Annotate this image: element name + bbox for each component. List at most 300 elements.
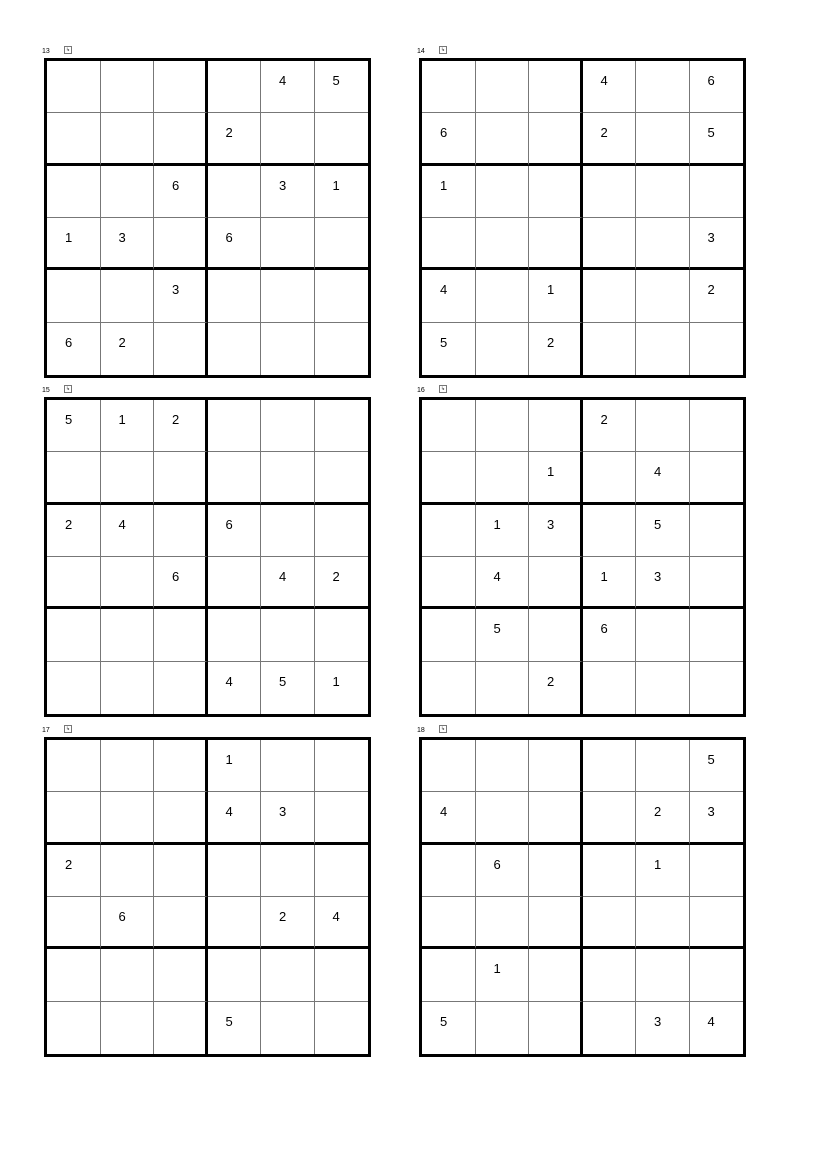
grid-cell — [47, 949, 101, 1001]
cell-digit: 4 — [279, 568, 287, 584]
cell-digit: 3 — [654, 568, 662, 584]
grid-cell — [261, 740, 315, 792]
grid-cell — [154, 662, 208, 714]
cell-digit: 2 — [600, 412, 608, 427]
grid-cell — [154, 400, 208, 452]
grid-cell — [529, 61, 583, 113]
puzzle-number: 16 — [417, 387, 425, 394]
cell-digit: 1 — [440, 177, 448, 193]
grid-cell — [101, 166, 155, 218]
grid-cell — [101, 505, 155, 557]
grid-cell — [529, 949, 583, 1001]
cell-digit: 4 — [332, 908, 340, 924]
cell-digit: 5 — [493, 621, 501, 637]
grid-cell — [47, 557, 101, 609]
grid-cell — [101, 662, 155, 714]
cell-digit: 4 — [707, 1013, 715, 1029]
cell-digit: 1 — [654, 856, 662, 872]
cell-digit: 3 — [118, 229, 126, 245]
grid-cell — [47, 323, 101, 375]
cell-digit: 5 — [707, 125, 715, 141]
grid-cell — [101, 609, 155, 661]
grid-cell — [529, 845, 583, 897]
cell-digit: 6 — [172, 568, 180, 584]
grid-cell — [476, 1002, 530, 1054]
grid-cell — [636, 61, 690, 113]
grid-cell — [47, 662, 101, 714]
grid-cell — [208, 609, 262, 661]
cell-digit: 6 — [172, 177, 180, 193]
grid-cell — [583, 792, 637, 844]
puzzle-number: 17 — [42, 727, 50, 734]
grid-cell — [583, 609, 637, 661]
grid-cell — [315, 949, 369, 1001]
grid-cell — [583, 61, 637, 113]
grid-cell — [636, 845, 690, 897]
grid-cell — [154, 61, 208, 113]
grid-cell — [476, 897, 530, 949]
sudoku-grid — [419, 58, 746, 378]
anchor-icon: ↳ — [65, 47, 71, 53]
cell-digit: 3 — [654, 1013, 662, 1029]
grid-cell — [690, 218, 744, 270]
grid-cell — [154, 166, 208, 218]
cell-digit: 2 — [65, 856, 73, 872]
grid-cell — [47, 740, 101, 792]
grid-cell — [476, 949, 530, 1001]
grid-cell — [101, 897, 155, 949]
grid-cell — [636, 792, 690, 844]
grid-cell — [261, 1002, 315, 1054]
sudoku-grid — [419, 737, 746, 1057]
grid-cell — [261, 557, 315, 609]
grid-cell — [583, 897, 637, 949]
grid-cell — [315, 1002, 369, 1054]
cell-digit: 2 — [225, 125, 233, 141]
grid-cell — [636, 400, 690, 452]
grid-cell — [690, 897, 744, 949]
cell-digit: 2 — [65, 516, 73, 532]
grid-cell — [422, 505, 476, 557]
grid-cell — [315, 61, 369, 113]
grid-cell — [101, 949, 155, 1001]
grid-cell — [690, 845, 744, 897]
grid-cell — [529, 218, 583, 270]
grid-cell — [529, 609, 583, 661]
cell-digit: 1 — [332, 177, 340, 193]
sudoku-puzzle-18 — [417, 726, 746, 1057]
cell-digit: 3 — [707, 229, 715, 245]
cell-digit: 4 — [118, 516, 126, 532]
grid-cell — [261, 452, 315, 504]
cell-digit: 3 — [707, 804, 715, 820]
grid-cell — [154, 452, 208, 504]
grid-cell — [583, 218, 637, 270]
cell-digit: 6 — [65, 334, 73, 350]
grid-cell — [261, 166, 315, 218]
grid-cell — [690, 61, 744, 113]
grid-cell — [154, 609, 208, 661]
grid-cell — [690, 113, 744, 165]
grid-cell — [315, 792, 369, 844]
grid-cell — [422, 400, 476, 452]
grid-cell — [154, 505, 208, 557]
grid-cell — [47, 270, 101, 322]
grid-cell — [690, 270, 744, 322]
cell-digit: 4 — [225, 673, 233, 689]
grid-cell — [47, 166, 101, 218]
grid-cell — [476, 505, 530, 557]
cell-digit: 5 — [654, 516, 662, 532]
grid-cell — [315, 218, 369, 270]
cell-digit: 6 — [440, 125, 448, 141]
grid-cell — [422, 1002, 476, 1054]
grid-cell — [47, 452, 101, 504]
grid-cell — [422, 61, 476, 113]
grid-cell — [422, 452, 476, 504]
grid-cell — [154, 845, 208, 897]
grid-cell — [154, 897, 208, 949]
cell-digit: 2 — [600, 125, 608, 141]
anchor-icon: ↳ — [440, 386, 446, 392]
grid-cell — [47, 400, 101, 452]
grid-cell — [47, 218, 101, 270]
grid-cell — [476, 845, 530, 897]
sudoku-puzzle-16 — [417, 386, 746, 717]
cell-digit: 1 — [332, 673, 340, 689]
grid-cell — [529, 792, 583, 844]
grid-cell — [101, 1002, 155, 1054]
cell-digit: 2 — [654, 804, 662, 820]
cell-digit: 1 — [493, 516, 501, 532]
grid-cell — [476, 270, 530, 322]
grid-cell — [315, 740, 369, 792]
cell-digit: 1 — [600, 568, 608, 584]
grid-cell — [101, 740, 155, 792]
grid-cell — [636, 323, 690, 375]
grid-cell — [636, 662, 690, 714]
grid-cell — [154, 113, 208, 165]
grid-cell — [208, 845, 262, 897]
grid-cell — [636, 609, 690, 661]
grid-cell — [529, 452, 583, 504]
cell-digit: 5 — [707, 752, 715, 767]
cell-digit: 6 — [118, 908, 126, 924]
grid-cell — [261, 113, 315, 165]
grid-cell — [208, 949, 262, 1001]
grid-cell — [315, 400, 369, 452]
grid-cell — [208, 113, 262, 165]
grid-cell — [583, 662, 637, 714]
sudoku-puzzle-13 — [42, 47, 371, 378]
grid-cell — [154, 949, 208, 1001]
grid-cell — [529, 400, 583, 452]
grid-cell — [476, 166, 530, 218]
grid-cell — [208, 662, 262, 714]
cell-digit: 3 — [279, 177, 287, 193]
cell-digit: 3 — [279, 804, 287, 820]
grid-cell — [101, 792, 155, 844]
grid-cell — [476, 61, 530, 113]
grid-cell — [47, 792, 101, 844]
grid-cell — [422, 740, 476, 792]
cell-digit: 2 — [118, 334, 126, 350]
grid-cell — [101, 113, 155, 165]
cell-digit: 4 — [440, 282, 448, 298]
cell-digit: 6 — [225, 229, 233, 245]
grid-cell — [529, 505, 583, 557]
cell-digit: 3 — [172, 282, 180, 298]
grid-cell — [261, 662, 315, 714]
cell-digit: 5 — [225, 1013, 233, 1029]
grid-cell — [583, 1002, 637, 1054]
cell-digit: 4 — [225, 804, 233, 820]
puzzle-number: 13 — [42, 48, 50, 55]
cell-digit: 1 — [493, 961, 501, 977]
cell-digit: 2 — [547, 334, 555, 350]
grid-cell — [208, 740, 262, 792]
grid-cell — [583, 505, 637, 557]
grid-cell — [101, 323, 155, 375]
grid-cell — [154, 218, 208, 270]
cell-digit: 6 — [600, 621, 608, 637]
grid-cell — [636, 740, 690, 792]
grid-cell — [476, 113, 530, 165]
grid-cell — [315, 897, 369, 949]
grid-cell — [476, 662, 530, 714]
grid-cell — [261, 400, 315, 452]
puzzle-number: 18 — [417, 727, 425, 734]
cell-digit: 6 — [493, 856, 501, 872]
grid-cell — [422, 897, 476, 949]
grid-cell — [422, 113, 476, 165]
grid-cell — [422, 323, 476, 375]
grid-cell — [208, 166, 262, 218]
cell-digit: 1 — [547, 464, 555, 480]
grid-cell — [636, 897, 690, 949]
grid-cell — [47, 897, 101, 949]
cell-digit: 1 — [65, 229, 73, 245]
grid-cell — [636, 505, 690, 557]
grid-cell — [208, 400, 262, 452]
grid-cell — [583, 323, 637, 375]
grid-cell — [208, 505, 262, 557]
grid-cell — [315, 505, 369, 557]
grid-cell — [101, 270, 155, 322]
cell-digit: 4 — [654, 464, 662, 480]
grid-cell — [690, 792, 744, 844]
grid-cell — [422, 166, 476, 218]
grid-cell — [154, 557, 208, 609]
anchor-icon: ↳ — [65, 726, 71, 732]
grid-cell — [476, 609, 530, 661]
grid-cell — [47, 61, 101, 113]
grid-cell — [315, 557, 369, 609]
cell-digit: 5 — [440, 1013, 448, 1029]
cell-digit: 6 — [707, 73, 715, 88]
grid-cell — [261, 61, 315, 113]
grid-cell — [261, 949, 315, 1001]
cell-digit: 5 — [279, 673, 287, 689]
grid-cell — [154, 792, 208, 844]
anchor-icon: ↳ — [65, 386, 71, 392]
grid-cell — [529, 166, 583, 218]
cell-digit: 6 — [225, 516, 233, 532]
grid-cell — [476, 218, 530, 270]
grid-cell — [154, 323, 208, 375]
grid-cell — [101, 400, 155, 452]
grid-cell — [261, 609, 315, 661]
cell-digit: 1 — [225, 752, 233, 767]
cell-digit: 2 — [707, 282, 715, 298]
grid-cell — [529, 270, 583, 322]
grid-cell — [101, 218, 155, 270]
grid-cell — [529, 740, 583, 792]
sudoku-puzzle-14 — [417, 47, 746, 378]
cell-digit: 1 — [118, 412, 126, 427]
grid-cell — [636, 270, 690, 322]
sudoku-grid — [44, 58, 371, 378]
grid-cell — [476, 323, 530, 375]
cell-digit: 2 — [547, 673, 555, 689]
grid-cell — [690, 166, 744, 218]
grid-cell — [690, 662, 744, 714]
cell-digit: 5 — [332, 73, 340, 88]
grid-cell — [690, 505, 744, 557]
grid-cell — [208, 557, 262, 609]
cell-digit: 2 — [332, 568, 340, 584]
grid-cell — [208, 323, 262, 375]
grid-cell — [315, 662, 369, 714]
grid-cell — [529, 662, 583, 714]
cell-digit: 1 — [547, 282, 555, 298]
grid-cell — [208, 218, 262, 270]
grid-cell — [476, 452, 530, 504]
grid-cell — [261, 218, 315, 270]
cell-digit: 4 — [279, 73, 287, 88]
grid-cell — [101, 61, 155, 113]
grid-cell — [261, 323, 315, 375]
grid-cell — [529, 323, 583, 375]
grid-cell — [690, 609, 744, 661]
grid-cell — [154, 740, 208, 792]
grid-cell — [583, 949, 637, 1001]
grid-cell — [636, 218, 690, 270]
grid-cell — [690, 949, 744, 1001]
grid-cell — [476, 400, 530, 452]
grid-cell — [583, 845, 637, 897]
sudoku-puzzle-17 — [42, 726, 371, 1057]
grid-cell — [690, 1002, 744, 1054]
grid-cell — [422, 792, 476, 844]
grid-cell — [208, 452, 262, 504]
cell-digit: 3 — [547, 516, 555, 532]
grid-cell — [261, 792, 315, 844]
grid-cell — [47, 609, 101, 661]
grid-cell — [208, 792, 262, 844]
grid-cell — [47, 845, 101, 897]
grid-cell — [47, 113, 101, 165]
grid-cell — [529, 1002, 583, 1054]
cell-digit: 5 — [440, 334, 448, 350]
grid-cell — [154, 270, 208, 322]
grid-cell — [315, 166, 369, 218]
grid-cell — [690, 557, 744, 609]
grid-cell — [315, 845, 369, 897]
grid-cell — [422, 270, 476, 322]
grid-cell — [422, 949, 476, 1001]
grid-cell — [101, 557, 155, 609]
grid-cell — [583, 452, 637, 504]
grid-cell — [583, 270, 637, 322]
sudoku-grid — [419, 397, 746, 717]
grid-cell — [583, 166, 637, 218]
grid-cell — [422, 609, 476, 661]
anchor-icon: ↳ — [440, 726, 446, 732]
grid-cell — [208, 897, 262, 949]
puzzle-number: 15 — [42, 387, 50, 394]
cell-digit: 2 — [172, 412, 180, 427]
grid-cell — [636, 1002, 690, 1054]
grid-cell — [101, 452, 155, 504]
grid-cell — [690, 323, 744, 375]
grid-cell — [422, 557, 476, 609]
grid-cell — [583, 740, 637, 792]
cell-digit: 4 — [440, 804, 448, 820]
sudoku-grid — [44, 737, 371, 1057]
grid-cell — [636, 557, 690, 609]
grid-cell — [690, 740, 744, 792]
grid-cell — [636, 452, 690, 504]
grid-cell — [422, 845, 476, 897]
sudoku-puzzle-15 — [42, 386, 371, 717]
grid-cell — [208, 61, 262, 113]
puzzle-number: 14 — [417, 48, 425, 55]
grid-cell — [47, 1002, 101, 1054]
grid-cell — [529, 897, 583, 949]
grid-cell — [315, 609, 369, 661]
grid-cell — [208, 1002, 262, 1054]
grid-cell — [315, 323, 369, 375]
sudoku-grid — [44, 397, 371, 717]
grid-cell — [583, 400, 637, 452]
grid-cell — [261, 270, 315, 322]
grid-cell — [261, 897, 315, 949]
cell-digit: 2 — [279, 908, 287, 924]
grid-cell — [315, 270, 369, 322]
grid-cell — [529, 113, 583, 165]
grid-cell — [690, 400, 744, 452]
grid-cell — [101, 845, 155, 897]
grid-cell — [636, 949, 690, 1001]
grid-cell — [476, 792, 530, 844]
grid-cell — [690, 452, 744, 504]
grid-cell — [476, 557, 530, 609]
grid-cell — [47, 505, 101, 557]
grid-cell — [208, 270, 262, 322]
cell-digit: 4 — [600, 73, 608, 88]
grid-cell — [315, 113, 369, 165]
grid-cell — [529, 557, 583, 609]
cell-digit: 5 — [65, 412, 73, 427]
grid-cell — [636, 166, 690, 218]
grid-cell — [583, 557, 637, 609]
grid-cell — [261, 505, 315, 557]
grid-cell — [583, 113, 637, 165]
grid-cell — [315, 452, 369, 504]
grid-cell — [422, 662, 476, 714]
grid-cell — [422, 218, 476, 270]
